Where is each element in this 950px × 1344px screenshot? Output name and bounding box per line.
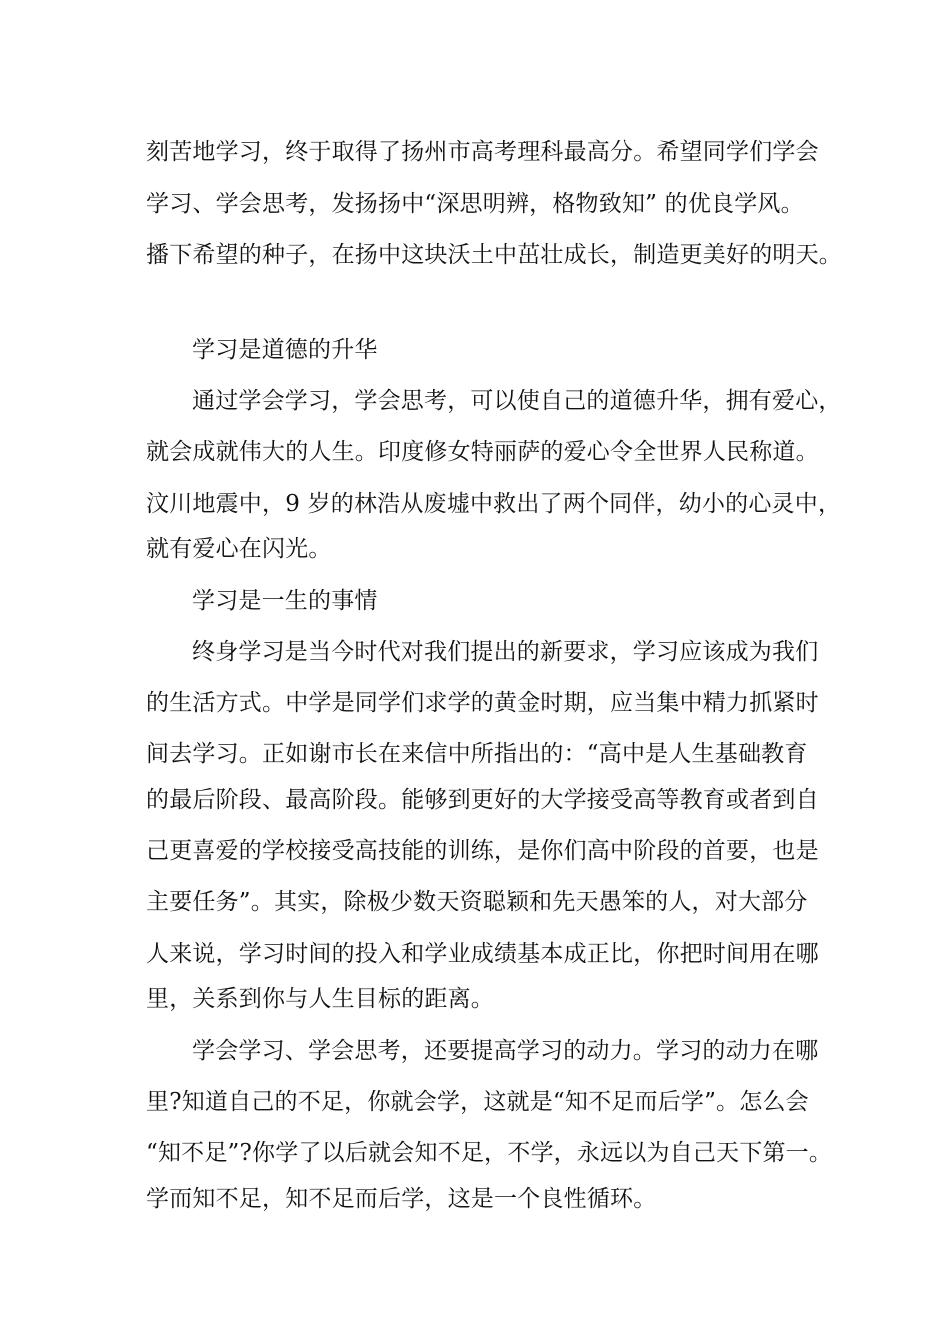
paragraph-line: 己更喜爱的学校接受高技能的训练，是你们高中阶段的首要，也是 xyxy=(146,838,819,864)
paragraph-line: 学而知不足，知不足而后学，这是一个良性循环。 xyxy=(146,1186,657,1212)
paragraph-line: 里，关系到你与人生目标的距离。 xyxy=(146,986,494,1012)
paragraph-line: 播下希望的种子，在扬中这块沃土中茁壮成长，制造更美好的明天。 xyxy=(146,242,842,268)
paragraph-line: 学习、学会思考，发扬扬中“深思明辨，格物致知” 的优良学风。 xyxy=(146,191,804,217)
paragraph-line: 的生活方式。中学是同学们求学的黄金时期，应当集中精力抓紧时 xyxy=(146,690,819,716)
paragraph-line: 人来说，学习时间的投入和学业成绩基本成正比，你把时间用在哪 xyxy=(146,941,819,967)
paragraph-line: 就会成就伟大的人生。印度修女特丽萨的爱心令全世界人民称道。 xyxy=(146,439,819,465)
paragraph-line: “知不足”?你学了以后就会知不足，不学，永远以为自己天下第一。 xyxy=(146,1140,833,1166)
paragraph-line: 里?知道自己的不足，你就会学，这就是“知不足而后学”。怎么会 xyxy=(146,1089,809,1115)
paragraph-line: 终身学习是当今时代对我们提出的新要求，学习应该成为我们 xyxy=(192,639,819,665)
paragraph-line: 汶川地震中，9 岁的林浩从废墟中救出了两个同伴，幼小的心灵中， xyxy=(146,491,842,517)
paragraph-line: 通过学会学习，学会思考，可以使自己的道德升华，拥有爱心， xyxy=(192,388,842,414)
paragraph-line: 的最后阶段、最高阶段。能够到更好的大学接受高等教育或者到自 xyxy=(146,787,819,813)
paragraph-line: 主要任务”。其实，除极少数天资聪颖和先天愚笨的人，对大部分 xyxy=(146,889,808,915)
section-heading: 学习是道德的升华 xyxy=(192,337,378,363)
section-heading: 学习是一生的事情 xyxy=(192,588,378,614)
paragraph-line: 学会学习、学会思考，还要提高学习的动力。学习的动力在哪 xyxy=(192,1038,819,1064)
paragraph-line: 间去学习。正如谢市长在来信中所指出的：“高中是人生基础教育 xyxy=(146,741,808,767)
paragraph-line: 刻苦地学习，终于取得了扬州市高考理科最高分。希望同学们学会 xyxy=(146,139,819,165)
paragraph-line: 就有爱心在闪光。 xyxy=(146,536,332,562)
